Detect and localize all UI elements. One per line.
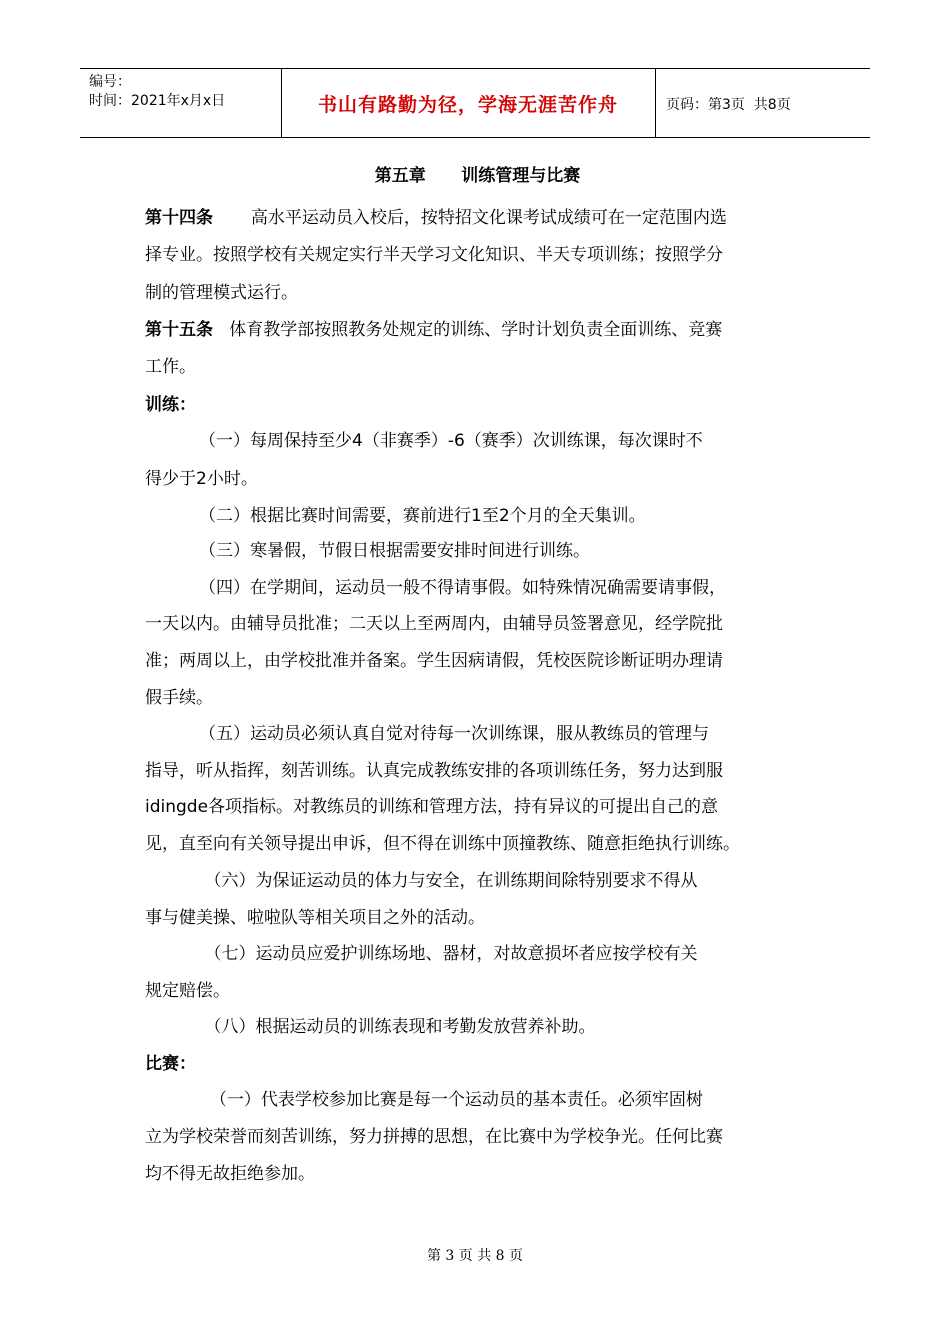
body-line: 立为学校荣誉而刻苦训练，努力拼搏的思想，在比赛中为学校争光。任何比赛 <box>145 1127 723 1147</box>
header-date-label: 时间：2021年x月x日 <box>89 93 226 109</box>
body-line: 制的管理模式运行。 <box>145 283 298 303</box>
body-line <box>145 1054 196 1074</box>
body-line: 一天以内。由辅导员批准；二天以上至两周内，由辅导员签署意见，经学院批 <box>145 614 723 634</box>
header-page-code: 页码：第3页 共8页 <box>666 97 791 113</box>
body-line: （一）代表学校参加比赛是每一个运动员的基本责任。必须牢固树 <box>145 1090 703 1110</box>
body-line: （二）根据比赛时间需要，赛前进行1至2个月的全天集训。 <box>145 506 646 526</box>
body-line: 均不得无故拒绝参加。 <box>145 1164 315 1184</box>
body-line: 见，直至向有关领导提出申诉，但不得在训练中顶撞教练、随意拒绝执行训练。 <box>145 834 740 854</box>
body-line: （四）在学期间，运动员一般不得请事假。如特殊情况确需要请事假， <box>145 578 727 598</box>
body-line: 指导，听从指挥，刻苦训练。认真完成教练安排的各项训练任务，努力达到服 <box>145 761 723 781</box>
article-label: 第十四条 <box>145 208 213 228</box>
page-header-table <box>80 68 870 138</box>
body-line <box>145 395 196 415</box>
body-line: 得少于2小时。 <box>145 469 258 489</box>
page-footer: 第 3 页 共 8 页 <box>426 1248 524 1264</box>
body-line: 准；两周以上，由学校批准并备案。学生因病请假，凭校医院诊断证明办理请 <box>145 651 723 671</box>
header-number-label: 编号： <box>89 74 131 90</box>
article-label: 比赛： <box>145 1054 196 1074</box>
article-label: 训练： <box>145 395 196 415</box>
body-line: idingde各项指标。对教练员的训练和管理方法，持有异议的可提出自己的意 <box>145 797 719 817</box>
body-line: （六）为保证运动员的体力与安全，在训练期间除特别要求不得从 <box>145 871 698 891</box>
body-line: 第十五条 体育教学部按照教务处规定的训练、学时计划负责全面训练、竞赛 <box>145 320 723 340</box>
header-divider <box>655 69 656 137</box>
header-meta <box>89 73 225 111</box>
body-line: 事与健美操、啦啦队等相关项目之外的活动。 <box>145 908 485 928</box>
header-divider <box>281 69 282 137</box>
body-line: （三）寒暑假，节假日根据需要安排时间进行训练。 <box>145 541 591 561</box>
body-line: 工作。 <box>145 357 196 377</box>
body-line: （八）根据运动员的训练表现和考勤发放营养补助。 <box>145 1017 596 1037</box>
body-line: 择专业。按照学校有关规定实行半天学习文化知识、半天专项训练；按照学分 <box>145 245 723 265</box>
body-line: （五）运动员必须认真自觉对待每一次训练课，服从教练员的管理与 <box>145 724 710 744</box>
chapter-title: 第五章 训练管理与比赛 <box>374 166 581 186</box>
body-line: 规定赔偿。 <box>145 981 230 1001</box>
article-label: 第十五条 <box>145 320 213 340</box>
body-line: 第十四条 高水平运动员入校后，按特招文化课考试成绩可在一定范围内选 <box>145 208 727 228</box>
body-line: （七）运动员应爱护训练场地、器材，对故意损坏者应按学校有关 <box>145 944 698 964</box>
body-line: （一）每周保持至少4（非赛季）-6（赛季）次训练课，每次课时不 <box>145 431 703 451</box>
body-line: 假手续。 <box>145 688 213 708</box>
header-motto: 书山有路勤为径，学海无涯苦作舟 <box>317 93 618 116</box>
